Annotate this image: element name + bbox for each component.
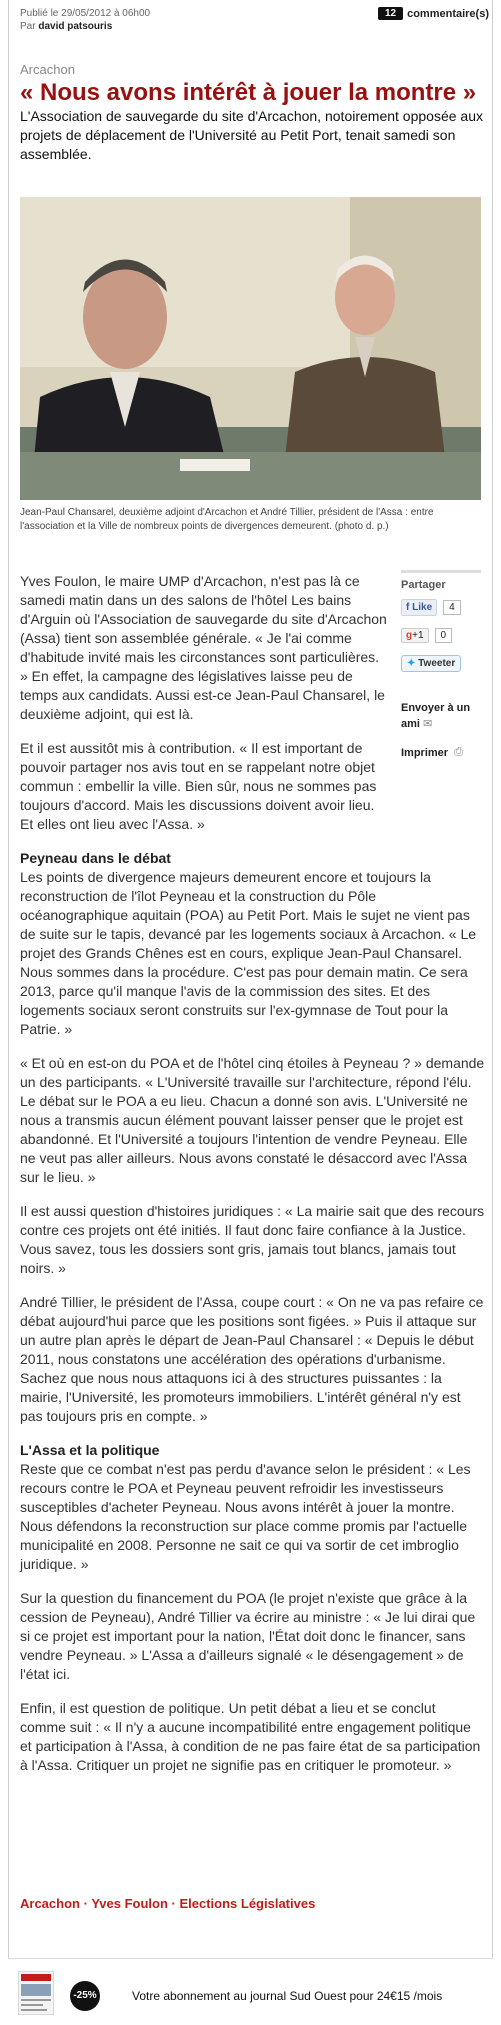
- article-body: [20, 572, 485, 1790]
- tweet-label: Tweeter: [418, 658, 456, 669]
- comment-count: 12: [378, 7, 403, 20]
- comments-link[interactable]: [378, 7, 489, 20]
- paragraph-9: Enfin, il est question de politique. Un petit débat a lieu et se conclut comme suit : « Il n'y a aucune incompatibilité entre engagement politique et participation à l'Assa, à condition de ne pas faire état de sa participation à l'Assa. Critiquer un projet ne signifie pas en critiquer le promoteur. »: [20, 1700, 481, 1773]
- article-lead: L'Association de sauvegarde du site d'Arcachon, notoirement opposée aux projets de déplacement de l'Université au Petit Port, tenait samedi son assemblée.: [20, 108, 483, 162]
- envelope-icon: ✉: [423, 718, 433, 730]
- google-plus-label: +1: [412, 630, 424, 641]
- twitter-icon: ✦: [407, 658, 416, 669]
- byline-prefix: Par: [20, 21, 36, 32]
- paragraph-1: Yves Foulon, le maire UMP d'Arcachon, n'est pas là ce samedi matin dans un des salons de l'hôtel Les bains d'Arguin où l'Association de sauvegarde du site d'Arcachon (Assa) tient son assemblée générale. « Je l'ai comme d'habitude invité mais les circonstances sont particulières. » En effet, la campagne des législatives laisse peu de temps aux candidats. Aussi est-ce Jean-Paul Chansarel, le deuxième adjoint, qui est là.: [20, 573, 387, 722]
- facebook-like-count: 4: [443, 600, 461, 615]
- discount-badge: -25%: [70, 1981, 100, 2011]
- publish-date: Publié le 29/05/2012 à 06h00: [20, 8, 151, 19]
- paragraph-7: Reste que ce combat n'est pas perdu d'avance selon le président : « Les recours contre le POA et Peyneau peuvent refroidir les investisseurs susceptibles d'acheter Peyneau. Nous avons intérêt à jouer la montre. Nous défendons la reconstruction sur place comme promis par l'actuelle municipalité en 2008. Personne ne sait ce qui va sortir de cet imbroglio juridique. »: [20, 1461, 471, 1572]
- tag-separator: ·: [171, 1896, 180, 1911]
- article-photo: [20, 197, 481, 500]
- author-link[interactable]: david patsouris: [38, 21, 113, 32]
- google-plus-count: 0: [435, 628, 453, 643]
- paragraph-3: Les points de divergence majeurs demeurent encore et toujours la reconstruction de l'îlot Peyneau et la construction du Pôle océanographique aquitain (POA) au Petit Port. Mais le sujet ne vient pas de suite sur le tapis, devancé par les logements sociaux à Arcachon. « Le projet des Grands Chênes est en cours, explique Jean-Paul Chansarel. Nous sommes dans la procédure. C'est pas pour demain matin. Ce sera 2013, parce qu'il manque l'avis de la commission des sites. Et des logements sociaux seront construits sur l'ex-gymnase de Tout pour la Patrie. »: [20, 869, 477, 1037]
- subheading-politique: L'Assa et la politique: [20, 1442, 160, 1458]
- photo-caption: Jean-Paul Chansarel, deuxième adjoint d'Arcachon et André Tillier, président de l'Assa : entre l'association et la Ville de nombreux points de divergences demeurent. (photo d. p.): [20, 507, 434, 532]
- paragraph-2: Et il est aussitôt mis à contribution. « Il est important de pouvoir partager nos avis tout en se rappelant notre objet commun : embellir la ville. Bien sûr, nous ne sommes pas toujours d'accord. Mais les discussions doivent avoir lieu. Et elles ont lieu avec l'Assa. »: [20, 740, 377, 832]
- share-label: Partager: [401, 570, 481, 599]
- paragraph-6: André Tillier, le président de l'Assa, coupe court : « On ne va pas refaire ce débat aujourd'hui parce que les positions sont figées. » Puis il attaque sur un autre plan après le départ de Jean-Paul Chansarel : « Depuis le début 2011, nous constatons une accélération des opérations d'urbanisme. Sachez que nous nous attaquons ici à des structures puissantes : la mairie, l'Université, les promoteurs immobiliers. L'intérêt général n'y est pas toujours pris en compte. »: [20, 1294, 484, 1424]
- paragraph-8: Sur la question du financement du POA (le projet n'existe que grâce à la cession de Peyneau), André Tillier va écrire au ministre : « Je lui dirai que si ce projet est important pour la nation, l'État doit donc le financer, sans vendre Peyneau. » L'Assa a d'ailleurs signalé « le désengagement » de l'état ici.: [20, 1590, 476, 1682]
- byline: [20, 20, 150, 33]
- comments-label: commentaire(s): [407, 7, 489, 20]
- tag-separator: ·: [83, 1896, 92, 1911]
- article-tags: [20, 1896, 315, 1911]
- tag-link[interactable]: Arcachon: [20, 1896, 80, 1911]
- article-title: « Nous avons intérêt à jouer la montre »: [20, 79, 477, 106]
- subheading-peyneau: Peyneau dans le débat: [20, 850, 171, 866]
- print-label: Imprimer: [401, 746, 449, 759]
- printer-icon: ⎙: [454, 746, 463, 758]
- paragraph-4: « Et où en est-on du POA et de l'hôtel cinq étoiles à Peyneau ? » demande un des participants. « L'Université travaille sur l'architecture, répond l'élu. Le débat sur le POA a eu lieu. Chacun a donné son avis. L'Université ne nous a transmis aucun élément pouvant laisser penser que le projet est abandonné. Et l'Université a toujours l'intention de vendre Peyneau. Elle ne veut pas aller ailleurs. Nous avons constaté le désaccord avec l'Assa sur le lieu. »: [20, 1055, 485, 1185]
- facebook-like-label: Like: [412, 602, 433, 613]
- google-plus-icon: g: [406, 630, 413, 641]
- paragraph-5: Il est aussi question d'histoires juridiques : « La mairie sait que des recours contre ces projets ont été initiés. Il faut donc faire confiance à la Justice. Vous savez, tous les dossiers sont gris, jamais tout blancs, jamais tout noirs. »: [20, 1203, 485, 1276]
- subscription-banner[interactable]: [8, 1958, 493, 2025]
- article-meta: [20, 7, 150, 33]
- subscription-text: Votre abonnement au journal Sud Ouest pour 24€15 /mois: [132, 1989, 443, 2003]
- facebook-icon: f: [406, 602, 410, 613]
- article-kicker: Arcachon: [20, 62, 75, 77]
- tag-link[interactable]: Elections Législatives: [179, 1896, 316, 1911]
- email-friend-label: Envoyer à un ami: [401, 702, 471, 730]
- tag-link[interactable]: Yves Foulon: [91, 1896, 168, 1911]
- newspaper-thumbnail: [18, 1971, 54, 2015]
